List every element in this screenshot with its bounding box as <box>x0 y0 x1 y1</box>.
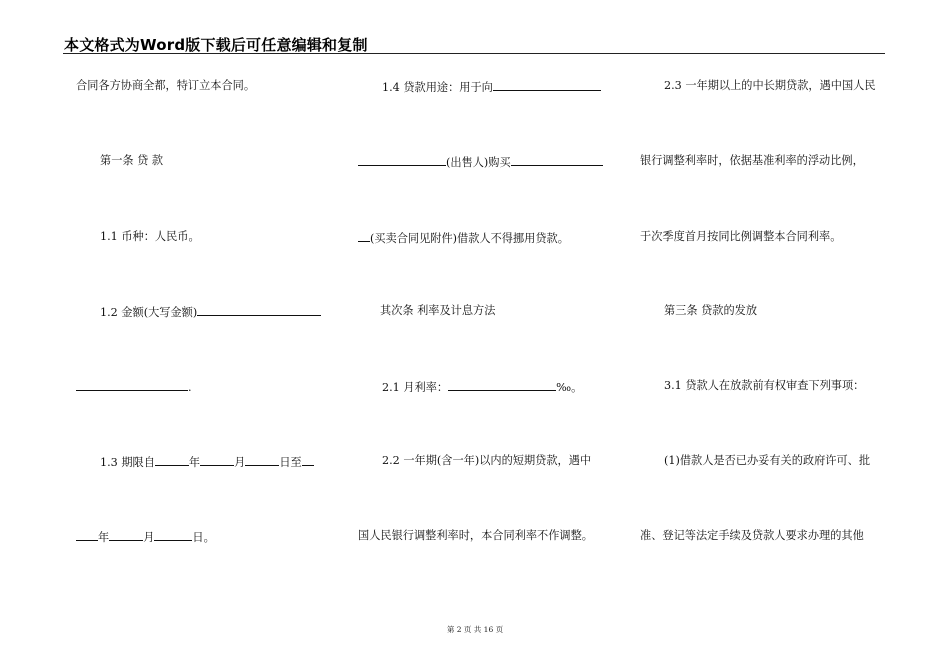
day-blank <box>245 454 279 466</box>
text-line: 3.1 贷款人在放款前有权审查下列事项： <box>664 379 865 392</box>
amount-blank-continued <box>76 379 188 391</box>
rate-label: 2.1 月利率： <box>382 381 449 394</box>
text-line: 合同各方协商全都，特订立本合同。 <box>76 79 256 92</box>
day-label: 日。 <box>192 531 215 544</box>
year-end-blank <box>302 454 314 466</box>
amount-blank <box>197 304 321 316</box>
contract-blank <box>358 230 370 242</box>
seller-label: (出售人)购买 <box>446 156 511 169</box>
text-line: 2.3 一年期以上的中长期贷款，遇中国人民 <box>664 79 876 92</box>
month-label: 月 <box>143 531 155 544</box>
text-line: 于次季度首月按同比例调整本合同利率。 <box>640 230 842 243</box>
purpose-line <box>382 79 601 95</box>
period-mark: . <box>188 381 192 394</box>
text-line: 银行调整利率时，依据基准利率的浮动比例， <box>640 154 864 167</box>
purpose-end-line <box>358 230 569 246</box>
column-2 <box>358 0 610 672</box>
amount-continuation-line <box>76 379 192 395</box>
text-line: 1.1 币种：人民币。 <box>100 230 200 243</box>
year-label: 年 <box>188 456 201 469</box>
purpose-label: 1.4 贷款用途：用于向 <box>382 81 493 94</box>
year-blank <box>155 454 189 466</box>
amount-line <box>100 304 321 320</box>
month-end-blank <box>109 529 143 541</box>
seller-line <box>358 154 603 170</box>
text-line: (1)借款人是否已办妥有关的政府许可、批 <box>664 454 871 467</box>
year-label: 年 <box>98 531 110 544</box>
year-end-blank-continued <box>76 529 98 541</box>
day-to-label: 日至 <box>279 456 302 469</box>
text-line: 2.2 一年期(含一年)以内的短期贷款，遇中 <box>382 454 592 467</box>
month-blank <box>200 454 234 466</box>
rate-blank <box>448 379 556 391</box>
day-end-blank <box>154 529 192 541</box>
term-label: 1.3 期限自 <box>100 456 155 469</box>
text-line: 国人民银行调整利率时，本合同利率不作调整。 <box>358 529 593 542</box>
column-1 <box>76 0 326 672</box>
download-banner: 本文格式为Word版下载后可任意编辑和复制 <box>64 36 368 54</box>
article-heading: 第三条 贷款的发放 <box>664 304 758 317</box>
purpose-blank <box>493 79 601 91</box>
amount-label: 1.2 金额(大写金额) <box>100 306 198 319</box>
text-line: 准、登记等法定手续及贷款人要求办理的其他 <box>640 529 864 542</box>
column-3 <box>640 0 890 672</box>
rate-line <box>382 379 582 395</box>
contract-note: (买卖合同见附件)借款人不得挪用贷款。 <box>370 232 569 245</box>
article-heading: 第一条 贷 款 <box>100 154 164 167</box>
page-number: 第 2 页 共 16 页 <box>446 625 504 634</box>
purchase-blank <box>511 154 603 166</box>
term-end-line <box>76 529 215 545</box>
article-heading: 其次条 利率及计息方法 <box>380 304 496 317</box>
term-line <box>100 454 314 470</box>
month-label: 月 <box>234 456 246 469</box>
seller-blank <box>358 154 446 166</box>
permille-mark: ‰。 <box>556 381 583 394</box>
